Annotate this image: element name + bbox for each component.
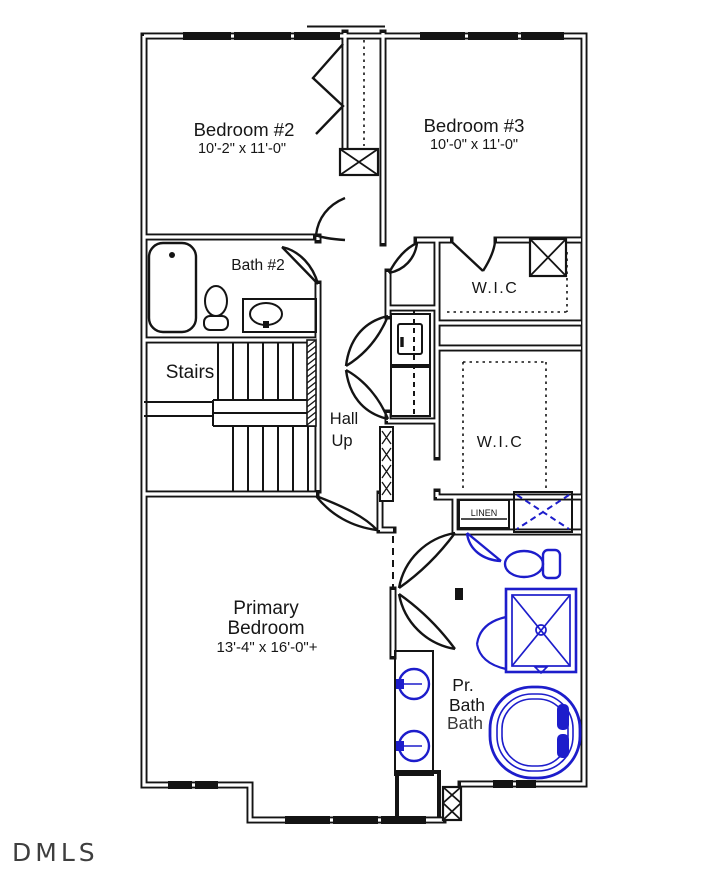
bedroom2-label: Bedroom #2 bbox=[193, 119, 295, 140]
tub-jet bbox=[557, 704, 569, 730]
wic-lower-label: W.I.C bbox=[476, 434, 524, 451]
watermark: DMLS bbox=[12, 838, 99, 867]
window bbox=[468, 32, 518, 40]
sink-faucet bbox=[263, 321, 269, 328]
primary-bath-label-line1: Pr. bbox=[452, 675, 474, 695]
chase-box bbox=[443, 787, 461, 820]
window bbox=[420, 32, 465, 40]
primary-bedroom-label-line1: Primary bbox=[233, 598, 299, 619]
bathtub-drain bbox=[169, 252, 175, 258]
window bbox=[493, 780, 513, 788]
bedroom3-dims: 10'-0" x 11'-0" bbox=[429, 137, 519, 153]
window bbox=[333, 816, 378, 824]
bath2-label: Bath #2 bbox=[231, 257, 285, 274]
wic-upper-label: W.I.C bbox=[471, 280, 519, 297]
primary-bath-label-line3: Bath bbox=[447, 713, 483, 733]
primary-bedroom-label-line2: Bedroom bbox=[227, 618, 305, 639]
door-stop-stub bbox=[455, 588, 463, 600]
tub-jet bbox=[557, 734, 569, 758]
bedroom3-label: Bedroom #3 bbox=[423, 115, 525, 136]
hall-label-line1: Hall bbox=[329, 410, 359, 428]
bedroom2-dims: 10'-2" x 11'-0" bbox=[197, 141, 287, 157]
window bbox=[381, 816, 426, 824]
window bbox=[168, 781, 192, 789]
hall-label-line2: Up bbox=[331, 432, 353, 450]
window bbox=[195, 781, 218, 789]
window bbox=[285, 816, 330, 824]
primary-bedroom-dims: 13'-4" x 16'-0"+ bbox=[216, 639, 318, 656]
sink-faucet bbox=[396, 741, 404, 751]
stairs-label: Stairs bbox=[165, 362, 215, 383]
sink-faucet bbox=[396, 679, 404, 689]
window bbox=[234, 32, 291, 40]
window bbox=[183, 32, 231, 40]
primary-bath-label-line2: Bath bbox=[449, 695, 485, 715]
window bbox=[294, 32, 340, 40]
window bbox=[521, 32, 564, 40]
linen-label: LINEN bbox=[470, 508, 498, 518]
window bbox=[516, 780, 536, 788]
